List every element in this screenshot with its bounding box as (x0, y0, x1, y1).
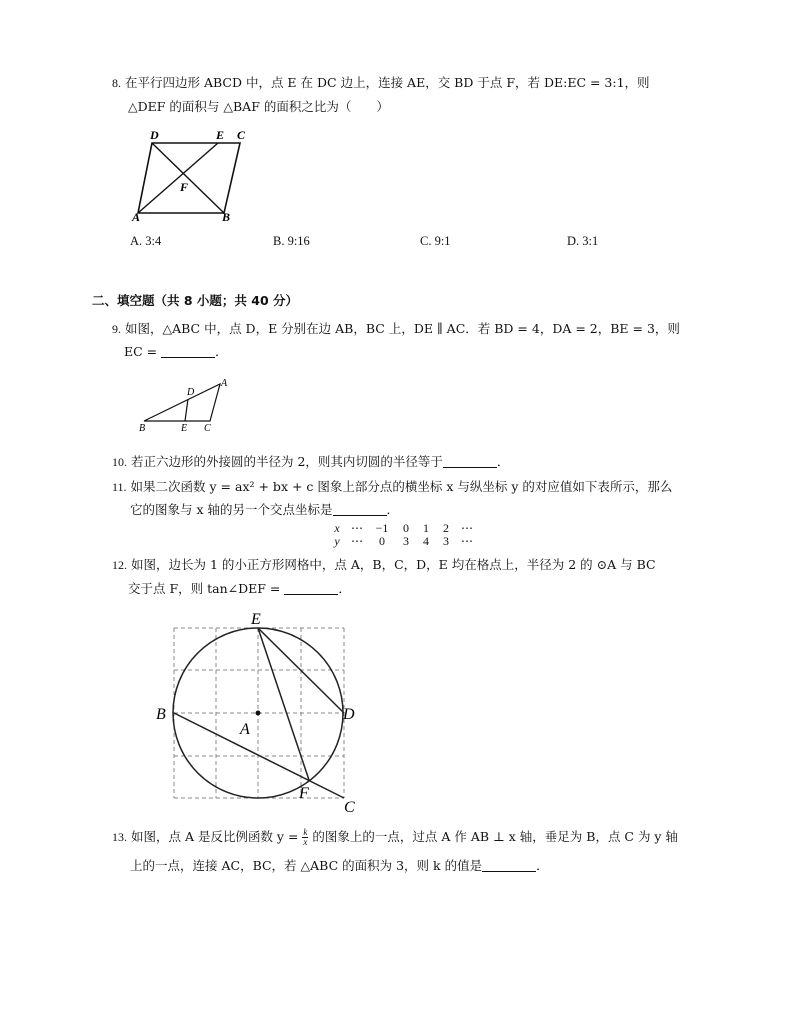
q9-label-E: E (181, 423, 188, 434)
q11-y-label: y (334, 534, 340, 548)
q9-answer-blank[interactable] (161, 343, 215, 358)
q10-line (112, 451, 509, 473)
q11-line2 (130, 499, 399, 521)
q11-text-2: 它的图象与 x 轴的另一个交点坐标是 (130, 502, 333, 517)
q13-line1 (112, 826, 678, 848)
q8-parallelogram-figure (130, 125, 250, 225)
q9-line1 (112, 318, 680, 340)
q11-value-table (328, 522, 478, 548)
q11-x-cell: −1 (375, 521, 389, 535)
q10-number: 10. (112, 455, 127, 469)
q8-label-F: F (180, 180, 189, 194)
q13-text-1a: 如图，点 A 是反比例函数 y = (130, 829, 303, 844)
q11-row-y (328, 535, 478, 548)
q8-text-2: △DEF 的面积与 △BAF 的面积之比为（ ） (128, 99, 389, 114)
q12-number: 12. (112, 558, 127, 572)
q11-x-label: x (334, 521, 340, 535)
q11-x-cell: ⋯ (351, 521, 363, 535)
q12-line2 (128, 578, 351, 600)
q8-label-E: E (216, 128, 225, 142)
q9-label-C: C (204, 423, 211, 434)
q12-circle-grid-figure (150, 610, 370, 815)
q9-number: 9. (112, 322, 121, 336)
q9-label-B: B (139, 423, 146, 434)
q8-label-B: B (222, 210, 231, 224)
q9-text-1: 如图，△ABC 中，点 D，E 分别在边 AB，BC 上，DE ∥ AC．若 BD = 4，DA = 2，BE = 3，则 (124, 321, 680, 336)
q8-option-d[interactable]: D. 3:1 (567, 234, 599, 248)
q8-option-c[interactable]: C. 9:1 (420, 234, 451, 248)
q11-y-cell: ⋯ (461, 534, 473, 548)
q9-text-2: EC = (124, 344, 162, 359)
q12-label-C: C (344, 799, 355, 816)
q10-answer-blank[interactable] (443, 453, 497, 468)
q10-period: ． (496, 454, 510, 469)
q12-label-A: A (240, 721, 250, 738)
section-title: 二、填空题（共 8 小题；共 40 分） (92, 293, 299, 308)
q11-x-cell: 1 (423, 521, 429, 535)
q8-label-A: A (132, 210, 141, 224)
q10-text: 若正六边形的外接圆的半径为 2，则其内切圆的半径等于 (130, 454, 443, 469)
q8-line1 (112, 72, 650, 94)
q9-label-D: D (187, 387, 195, 398)
q8-option-a[interactable]: A. 3:4 (130, 234, 162, 248)
q8-label-C: C (237, 128, 246, 142)
q13-frac-numerator: k (303, 827, 308, 837)
q11-y-cell: 4 (423, 534, 429, 548)
q12-label-B: B (156, 706, 166, 723)
q11-text-1: 如果二次函数 y = ax² + bx + c 图象上部分点的横坐标 x 与纵坐标 y 的对应值如下表所示，那么 (130, 479, 673, 494)
q11-period: ． (386, 502, 400, 517)
q11-y-cell: 0 (379, 534, 385, 548)
q12-line1 (112, 554, 656, 576)
q11-answer-blank[interactable] (333, 501, 387, 516)
q8-option-b[interactable]: B. 9:16 (273, 234, 310, 248)
q8-text-1: 在平行四边形 ABCD 中，点 E 在 DC 边上，连接 AE，交 BD 于点 F，若 DE:EC = 3:1，则 (124, 75, 650, 90)
q12-text-1: 如图，边长为 1 的小正方形网格中，点 A，B，C，D，E 均在格点上，半径为 2 的 ⊙A 与 BC (130, 557, 656, 572)
q11-x-cell: 2 (443, 521, 449, 535)
q8-label-D: D (150, 128, 159, 142)
q11-y-cell: 3 (403, 534, 409, 548)
q13-number: 13. (112, 830, 127, 844)
q8-line2 (128, 96, 389, 118)
q13-text-1b: 的图象上的一点，过点 A 作 AB ⊥ x 轴，垂足为 B，点 C 为 y 轴 (308, 829, 678, 844)
q12-text-2: 交于点 F，则 tan∠DEF = (128, 581, 285, 596)
q12-label-E: E (251, 611, 261, 628)
q12-label-D: D (343, 706, 355, 723)
q13-frac-denominator: x (303, 837, 308, 847)
q11-line1 (112, 476, 672, 498)
q13-text-2: 上的一点，连接 AC，BC，若 △ABC 的面积为 3，则 k 的值是 (130, 858, 483, 873)
q11-x-cell: 0 (403, 521, 409, 535)
q9-period: ． (215, 344, 228, 359)
q13-period: ． (536, 858, 549, 873)
q11-y-cell: ⋯ (351, 534, 363, 548)
q13-line2 (130, 855, 549, 877)
q9-line2 (124, 341, 228, 363)
q8-number: 8. (112, 76, 121, 90)
q12-period: ． (338, 581, 351, 596)
q9-triangle-figure (136, 374, 236, 434)
q11-y-cell: 3 (443, 534, 449, 548)
q13-answer-blank[interactable] (482, 857, 536, 872)
q12-answer-blank[interactable] (284, 580, 338, 595)
q11-x-cell: ⋯ (461, 521, 473, 535)
q11-number: 11. (112, 480, 127, 494)
q9-label-A: A (221, 378, 228, 389)
q12-label-F: F (299, 785, 309, 802)
